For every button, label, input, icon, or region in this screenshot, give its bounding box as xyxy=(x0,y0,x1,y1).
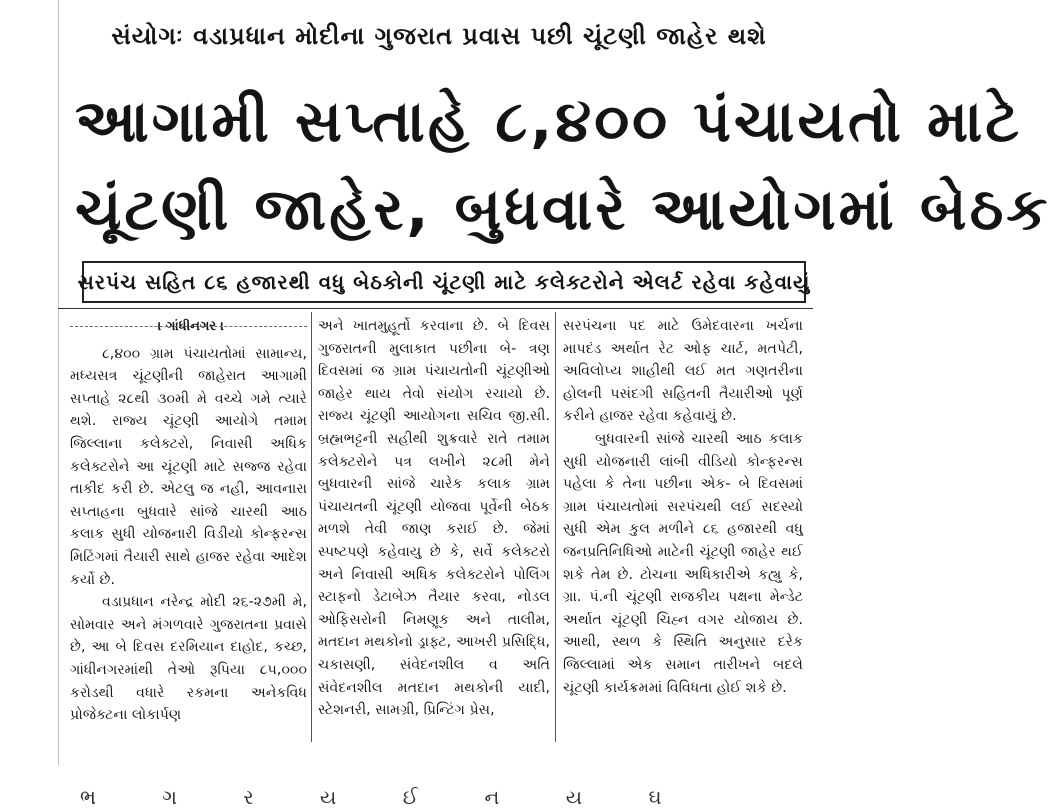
subheadline-text: સરપંચ સહિત ૮૬ હજારથી વધુ બેઠકોની ચૂંટણી માટે કલેક્ટરોને એલર્ટ રહેવા કહેવાયું xyxy=(77,270,811,294)
column-divider xyxy=(311,312,312,742)
article-column-3 xyxy=(563,315,803,699)
section-rule xyxy=(58,308,813,309)
column-divider xyxy=(555,312,556,742)
headline-line-2: ચૂંટણી જાહેર, બુધવારે આયોગમાં બેઠક xyxy=(75,175,1050,243)
dateline: । ગાંધીનગર । xyxy=(70,316,234,339)
kicker-line: સંયોગઃ વડાપ્રધાન મોદીના ગુજરાત પ્રવાસ પછી ચૂંટણી જાહેર થશે xyxy=(111,22,767,50)
paragraph: અને ખાતમુહૂર્તો કરવાના છે. બે દિવસ ગુજરાતની મુલાકાત પછીના બે- ત્રણ દિવસમાં જ ગ્રામ પંચાયતોની ચૂંટણીઓ જાહેર થાય તેવો સંયોગ રચાયો છે. રાજ્ય ચૂંટણી આયોગના સચિવ જી.સી. બ્રહ્મભટ્ટની સહીથી શુક્રવારે રાતે તમામ કલેક્ટરોને પત્ર લખીને ૨૮મી મેને બુધવારની સાંજે ચારેક કલાક ગ્રામ પંચાયતની ચૂંટણી યોજવા પૂર્વેની બેઠક મળશે તેવી જાણ કરાઈ છે. જેમાં સ્પષ્ટપણે કહેવાયુ છે કે, સર્વે કલેક્ટરો અને નિવાસી અધિક કલેક્ટરોને પોલિંગ સ્ટાફનો ડેટાબેઝ તૈયાર કરવા, નોડલ ઓફિસરોની નિમણૂક અને તાલીમ, મતદાન મથકોનો ડ્રાફ્ટ, આખરી પ્રસિદ્ધિ, ચકાસણી, સંવેદનશીલ વ અતિ સંવેદનશીલ મતદાન મથકોની યાદી, સ્ટેશનરી, સામગ્રી, પ્રિન્ટિંગ પ્રેસ, xyxy=(318,318,550,719)
article-column-2 xyxy=(318,315,550,722)
article-column-1 xyxy=(70,315,307,727)
dateline-row xyxy=(70,315,307,339)
headline-line-1: આગામી સપ્તાહે ૮,૪૦૦ પંચાયતો માટે xyxy=(75,87,1023,155)
paragraph: સરપંચના પદ માટે ઉમેદવારના ખર્ચના માપદંડ અર્થાત રેટ ઓફ ચાર્ટ, મતપેટી, અવિલોપ્ય શાહીથી લઈ મત ગણતરીના હોલની પસંદગી સહિતની તૈયારીઓ પૂર્ણ કરીને હાજર રહેવા કહેવાયું છે. xyxy=(563,318,803,425)
paragraph: બુધવારની સાંજે ચારથી આઠ કલાક સુધી યોજનારી લાંબી વીડિયો કોન્ફરન્સ પહેલા કે તેના પછીના એક- બે દિવસમાં ગ્રામ પંચાયતોમાં સરપંચથી લઈ સદસ્યો સુધી એમ કુલ મળીને ૮૬ હજારથી વધુ જનપ્રતિનિધિઓ માટેની ચૂંટણી જાહેર થઈ શકે તેમ છે. ટોચના અધિકારીએ કહ્યુ કે, ગ્રા. પં.ની ચૂંટણી રાજકીય પક્ષના મેન્ડેટ અર્થાત ચૂંટણી ચિહ્ન વગર યોજાય છે. આથી, સ્થળ કે સ્થિતિ અનુસાર દરેક જિલ્લામાં એક સમાન તારીખને બદલે ચૂંટણી કાર્યક્રમમાં વિવિધતા હોઈ શકે છે. xyxy=(563,430,803,696)
paragraph: ૮,૪૦૦ ગ્રામ પંચાયતોમાં સામાન્ય, મધ્યસત્ર ચૂંટણીની જાહેરાત આગામી સપ્તાહે ૨૮થી ૩૦મી મે વચ્ચે ગમે ત્યારે થશે. રાજ્ય ચૂંટણી આયોગે તમામ જિલ્લાના કલેક્ટરો, નિવાસી અધિક કલેક્ટરોને આ ચૂંટણી માટે સજ્જ રહેવા તાકીદ કરી છે. એટલુ જ નહી, આવનારા સપ્તાહના બુધવારે સાંજે ચારથી આઠ કલાક સુધી યોજનારી વિડીયો કોન્ફરન્સ મિટિંગમાં તૈયારી સાથે હાજર રહેવા આદેશ કર્યો છે. xyxy=(70,345,307,588)
cut-off-next-headline: ભ ગ ર ય ઈ ન ય ઘ xyxy=(80,785,692,809)
paragraph: વડાપ્રધાન નરેન્દ્ર મોદી ૨૬-૨૭મી મે, સોમવાર અને મંગળવારે ગુજરાતના પ્રવાસે છે, આ બે દિવસ દરમિયાન દાહોદ, કચ્છ, ગાંધીનગરમાંથી તેઓ રૂપિયા ૮૫,૦૦૦ કરોડથી વધારે રકમના અનેકવિધ પ્રોજેક્ટના લોકાર્પણ xyxy=(70,594,307,724)
subheadline-box xyxy=(77,261,811,303)
